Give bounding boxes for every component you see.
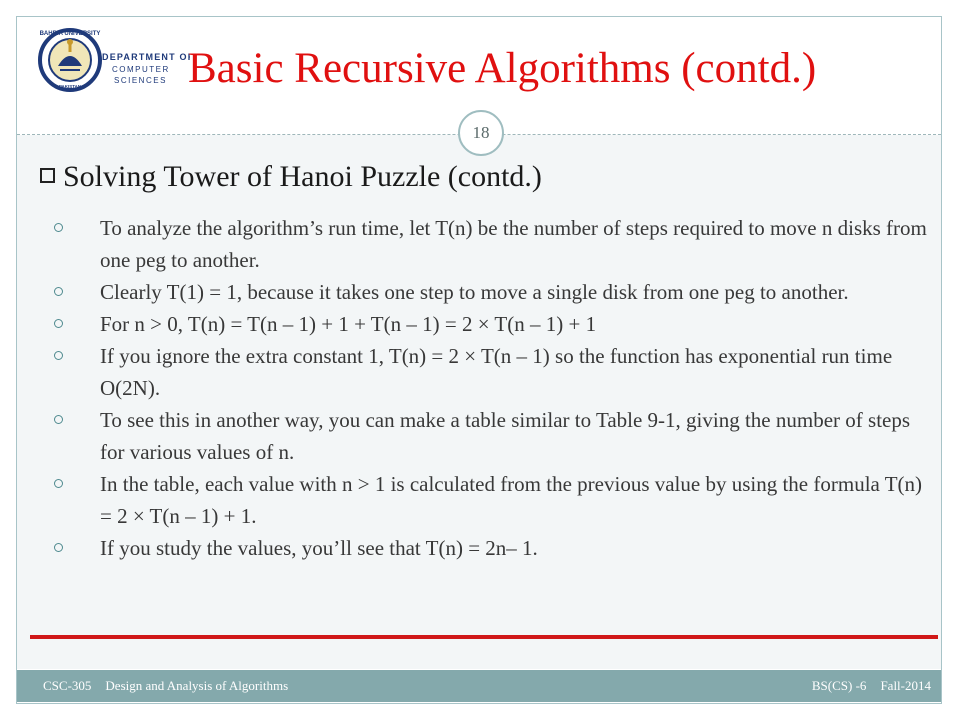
ring-bullet-icon xyxy=(54,543,63,552)
list-item-text: Clearly T(1) = 1, because it takes one step to move a single disk from one peg to another. xyxy=(100,280,849,304)
list-item-text: To see this in another way, you can make a table similar to Table 9-1, giving the number of steps for various values of n. xyxy=(100,408,911,464)
footer-divider xyxy=(30,635,938,639)
ring-bullet-icon xyxy=(54,415,63,424)
page-number: 18 xyxy=(472,123,490,142)
course-code: CSC-305 xyxy=(43,678,92,693)
logo-department-line-1: DEPARTMENT OF xyxy=(102,52,190,62)
list-item-text: If you ignore the extra constant 1, T(n) = 2 × T(n – 1) so the function has exponential run time O(2N). xyxy=(100,344,893,400)
ring-bullet-icon xyxy=(54,479,63,488)
list-item-text: If you study the values, you’ll see that T(n) = 2n– 1. xyxy=(100,536,538,560)
ring-bullet-icon xyxy=(54,223,63,232)
footer-course xyxy=(43,678,288,694)
list-item-text: To analyze the algorithm’s run time, let T(n) be the number of steps required to move n disks from one peg to another. xyxy=(100,216,927,272)
ring-bullet-icon xyxy=(54,319,63,328)
list-item xyxy=(48,212,928,276)
bullet-list xyxy=(48,212,928,564)
course-name: Design and Analysis of Algorithms xyxy=(105,678,289,693)
list-item xyxy=(48,340,928,404)
list-item xyxy=(48,276,928,308)
list-item xyxy=(48,468,928,532)
footer-term xyxy=(812,678,931,694)
university-logo xyxy=(34,22,190,102)
list-item xyxy=(48,308,928,340)
ring-bullet-icon xyxy=(54,351,63,360)
list-item xyxy=(48,532,928,564)
page-number-badge xyxy=(458,110,504,156)
list-item-text: For n > 0, T(n) = T(n – 1) + 1 + T(n – 1) = 2 × T(n – 1) + 1 xyxy=(100,312,597,336)
program: BS(CS) -6 xyxy=(811,678,867,693)
slide-title: Basic Recursive Algorithms (contd.) xyxy=(188,45,817,92)
logo-department-line-2: COMPUTER xyxy=(112,65,170,74)
logo-university-text: BAHRIA UNIVERSITY xyxy=(39,31,101,37)
section-heading xyxy=(40,160,542,194)
logo-department-line-3: SCIENCES xyxy=(114,76,167,85)
section-heading-text: Solving Tower of Hanoi Puzzle (contd.) xyxy=(63,160,542,193)
ring-bullet-icon xyxy=(54,287,63,296)
footer-bar xyxy=(17,670,941,702)
logo-location-text: PAKISTAN xyxy=(58,84,82,89)
square-bullet-icon xyxy=(40,168,55,183)
term: Fall-2014 xyxy=(880,678,931,693)
list-item xyxy=(48,404,928,468)
list-item-text: In the table, each value with n > 1 is calculated from the previous value by using the formula T(n) = 2 × T(n – 1) + 1. xyxy=(100,472,923,528)
